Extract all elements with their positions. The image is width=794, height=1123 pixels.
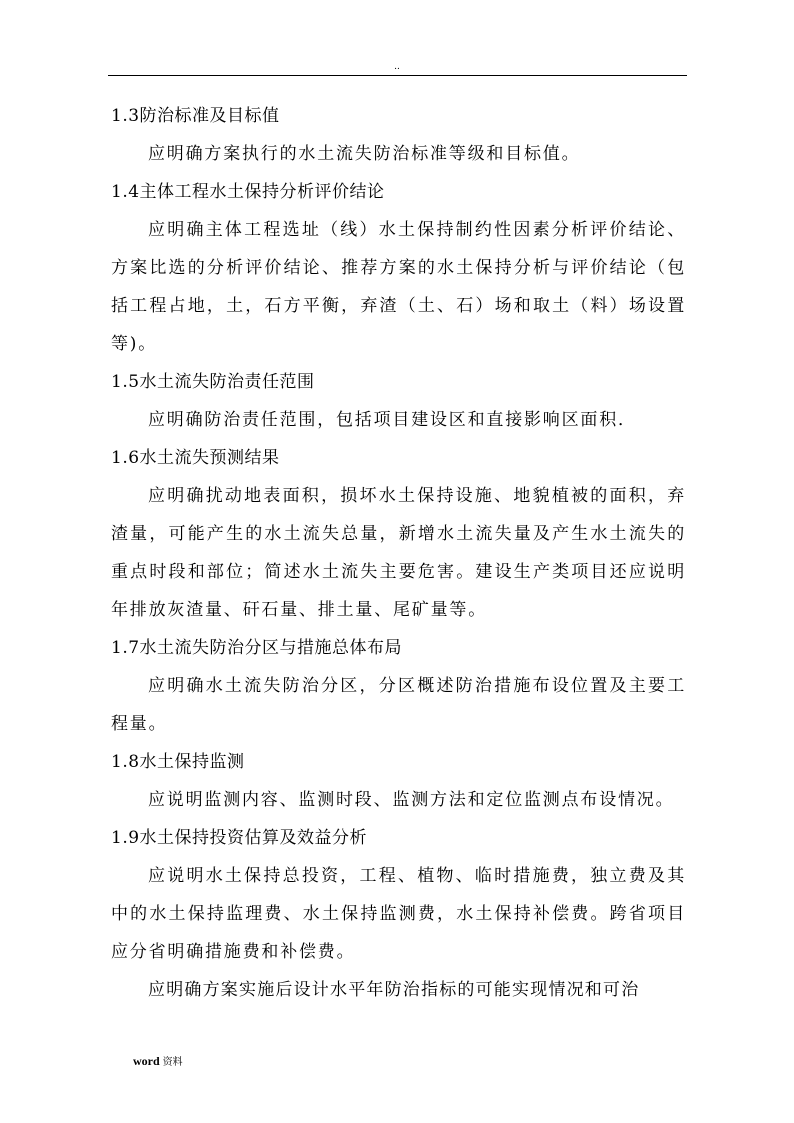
footer-mark bbox=[133, 1053, 183, 1071]
section-1-6-paragraph: 应明确扰动地表面积，损坏水土保持设施、地貌植被的面积，弃渣量，可能产生的水土流失总量，新增水土流失量及产生水土流失的重点时段和部位；简述水土流失主要危害。建设生产类项目还应说明年排放灰渣量、矸石量、排土量、尾矿量等。 bbox=[111, 486, 686, 620]
footer-label: 资料 bbox=[162, 1057, 183, 1068]
footer-word: word bbox=[133, 1054, 160, 1068]
section-1-3-paragraph: 应明确方案执行的水土流失防治标准等级和目标值。 bbox=[148, 144, 581, 164]
section-1-5-paragraph: 应明确防治责任范围，包括项目建设区和直接影响区面积． bbox=[148, 410, 637, 430]
section-1-9-paragraph-2: 应明确方案实施后设计水平年防治指标的可能实现情况和可治 bbox=[148, 980, 640, 1000]
section-heading-1-4: 1.4主体工程水土保持分析评价结论 bbox=[111, 182, 385, 202]
section-1-9-paragraph: 应说明水土保持总投资，工程、植物、临时措施费，独立费及其中的水土保持监理费、水土保持监测费，水土保持补偿费。跨省项目应分省明确措施费和补偿费。 bbox=[111, 866, 686, 962]
header-mark: .. bbox=[394, 62, 400, 72]
header-rule bbox=[108, 75, 687, 76]
document-body bbox=[111, 97, 686, 1009]
section-1-4-paragraph: 应明确主体工程选址（线）水土保持制约性因素分析评价结论、方案比选的分析评价结论、推荐方案的水土保持分析与评价结论（包括工程占地，土，石方平衡，弃渣（土、石）场和取土（料）场设置等)。 bbox=[111, 220, 686, 354]
section-heading-1-3: 1.3防治标准及目标值 bbox=[111, 106, 280, 126]
section-heading-1-8: 1.8水土保持监测 bbox=[111, 752, 245, 772]
section-heading-1-7: 1.7水土流失防治分区与措施总体布局 bbox=[111, 638, 403, 658]
section-1-7-paragraph: 应明确水土流失防治分区，分区概述防治措施布设位置及主要工程量。 bbox=[111, 676, 686, 734]
section-heading-1-6: 1.6水土流失预测结果 bbox=[111, 448, 280, 468]
section-1-8-paragraph: 应说明监测内容、监测时段、监测方法和定位监测点布设情况。 bbox=[148, 790, 675, 810]
section-heading-1-9: 1.9水土保持投资估算及效益分析 bbox=[111, 828, 368, 848]
section-heading-1-5: 1.5水土流失防治责任范围 bbox=[111, 372, 315, 392]
